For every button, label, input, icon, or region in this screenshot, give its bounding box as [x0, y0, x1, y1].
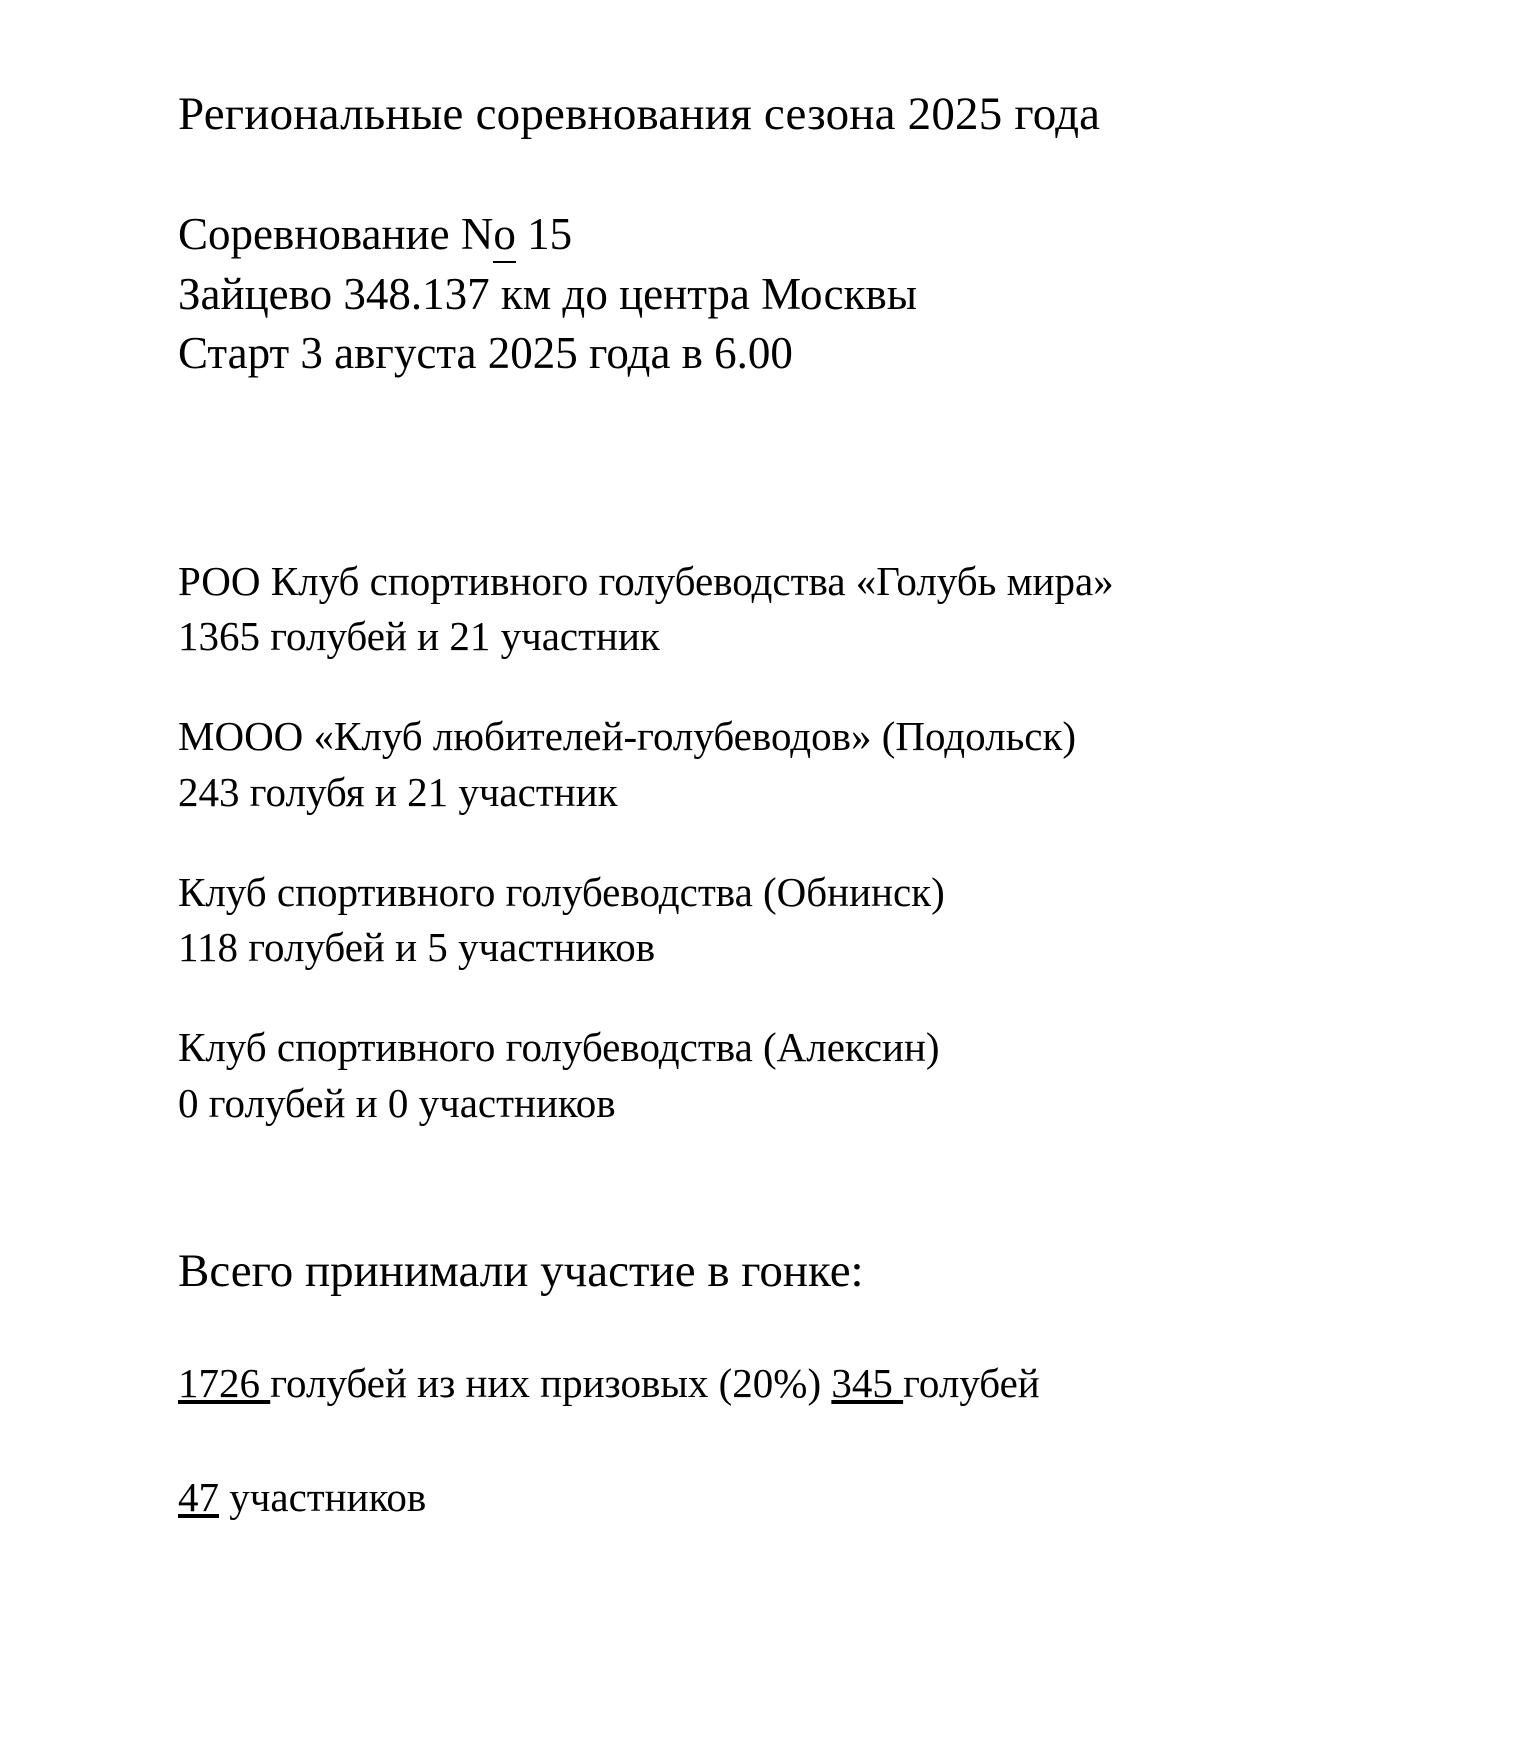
document-content: [178, 86, 1378, 1525]
list-item: [178, 554, 1378, 666]
totals-participants-suffix: участников: [219, 1473, 427, 1520]
race-number-prefix: Соревнование: [178, 209, 461, 260]
club-name: РОО Клуб спортивного голубеводства «Голубь мира»: [178, 557, 1114, 604]
race-start-line: Старт 3 августа 2025 года в 6.00: [178, 328, 793, 379]
numero-sign: No: [461, 205, 516, 264]
club-name: МООО «Клуб любителей-голубеводов» (Подольск): [178, 713, 1077, 759]
spacer-before-totals: [178, 1132, 1378, 1242]
list-item: [178, 1020, 1378, 1132]
numero-sign-o: o: [493, 205, 516, 264]
club-stats: 0 голубей и 0 участников: [178, 1079, 616, 1126]
club-name: Клуб спортивного голубеводства (Алексин): [178, 1024, 940, 1070]
totals-block: [178, 1242, 1378, 1525]
totals-pigeons-line: [178, 1356, 1378, 1411]
clubs-list: [178, 554, 1378, 1132]
page-title: Региональные соревнования сезона 2025 года: [178, 88, 1101, 140]
spacer-before-clubs: [178, 384, 1378, 554]
spacer-after-title: [178, 143, 1378, 205]
totals-participants-line: [178, 1470, 1378, 1525]
race-number-value: 15: [515, 209, 573, 260]
club-name: Клуб спортивного голубеводства (Обнинск): [178, 868, 945, 915]
race-location-line: Зайцево 348.137 км до центра Москвы: [178, 268, 917, 319]
totals-prize-pigeons-count: 345: [831, 1360, 904, 1407]
totals-pigeons-mid: голубей из них призовых (20%): [270, 1360, 832, 1407]
list-item: [178, 709, 1378, 821]
race-number-line: [178, 205, 1378, 264]
club-stats: 1365 голубей и 21 участник: [178, 613, 660, 660]
totals-participants-count: 47: [178, 1473, 219, 1520]
club-stats: 243 голубя и 21 участник: [178, 768, 618, 815]
totals-heading: Всего принимали участие в гонке:: [178, 1244, 864, 1297]
list-item: [178, 865, 1378, 977]
race-info-block: [178, 205, 1378, 383]
totals-pigeons-count: 1726: [178, 1360, 271, 1407]
club-stats: 118 голубей и 5 участников: [178, 924, 656, 971]
totals-prize-suffix: голубей: [903, 1360, 1040, 1407]
